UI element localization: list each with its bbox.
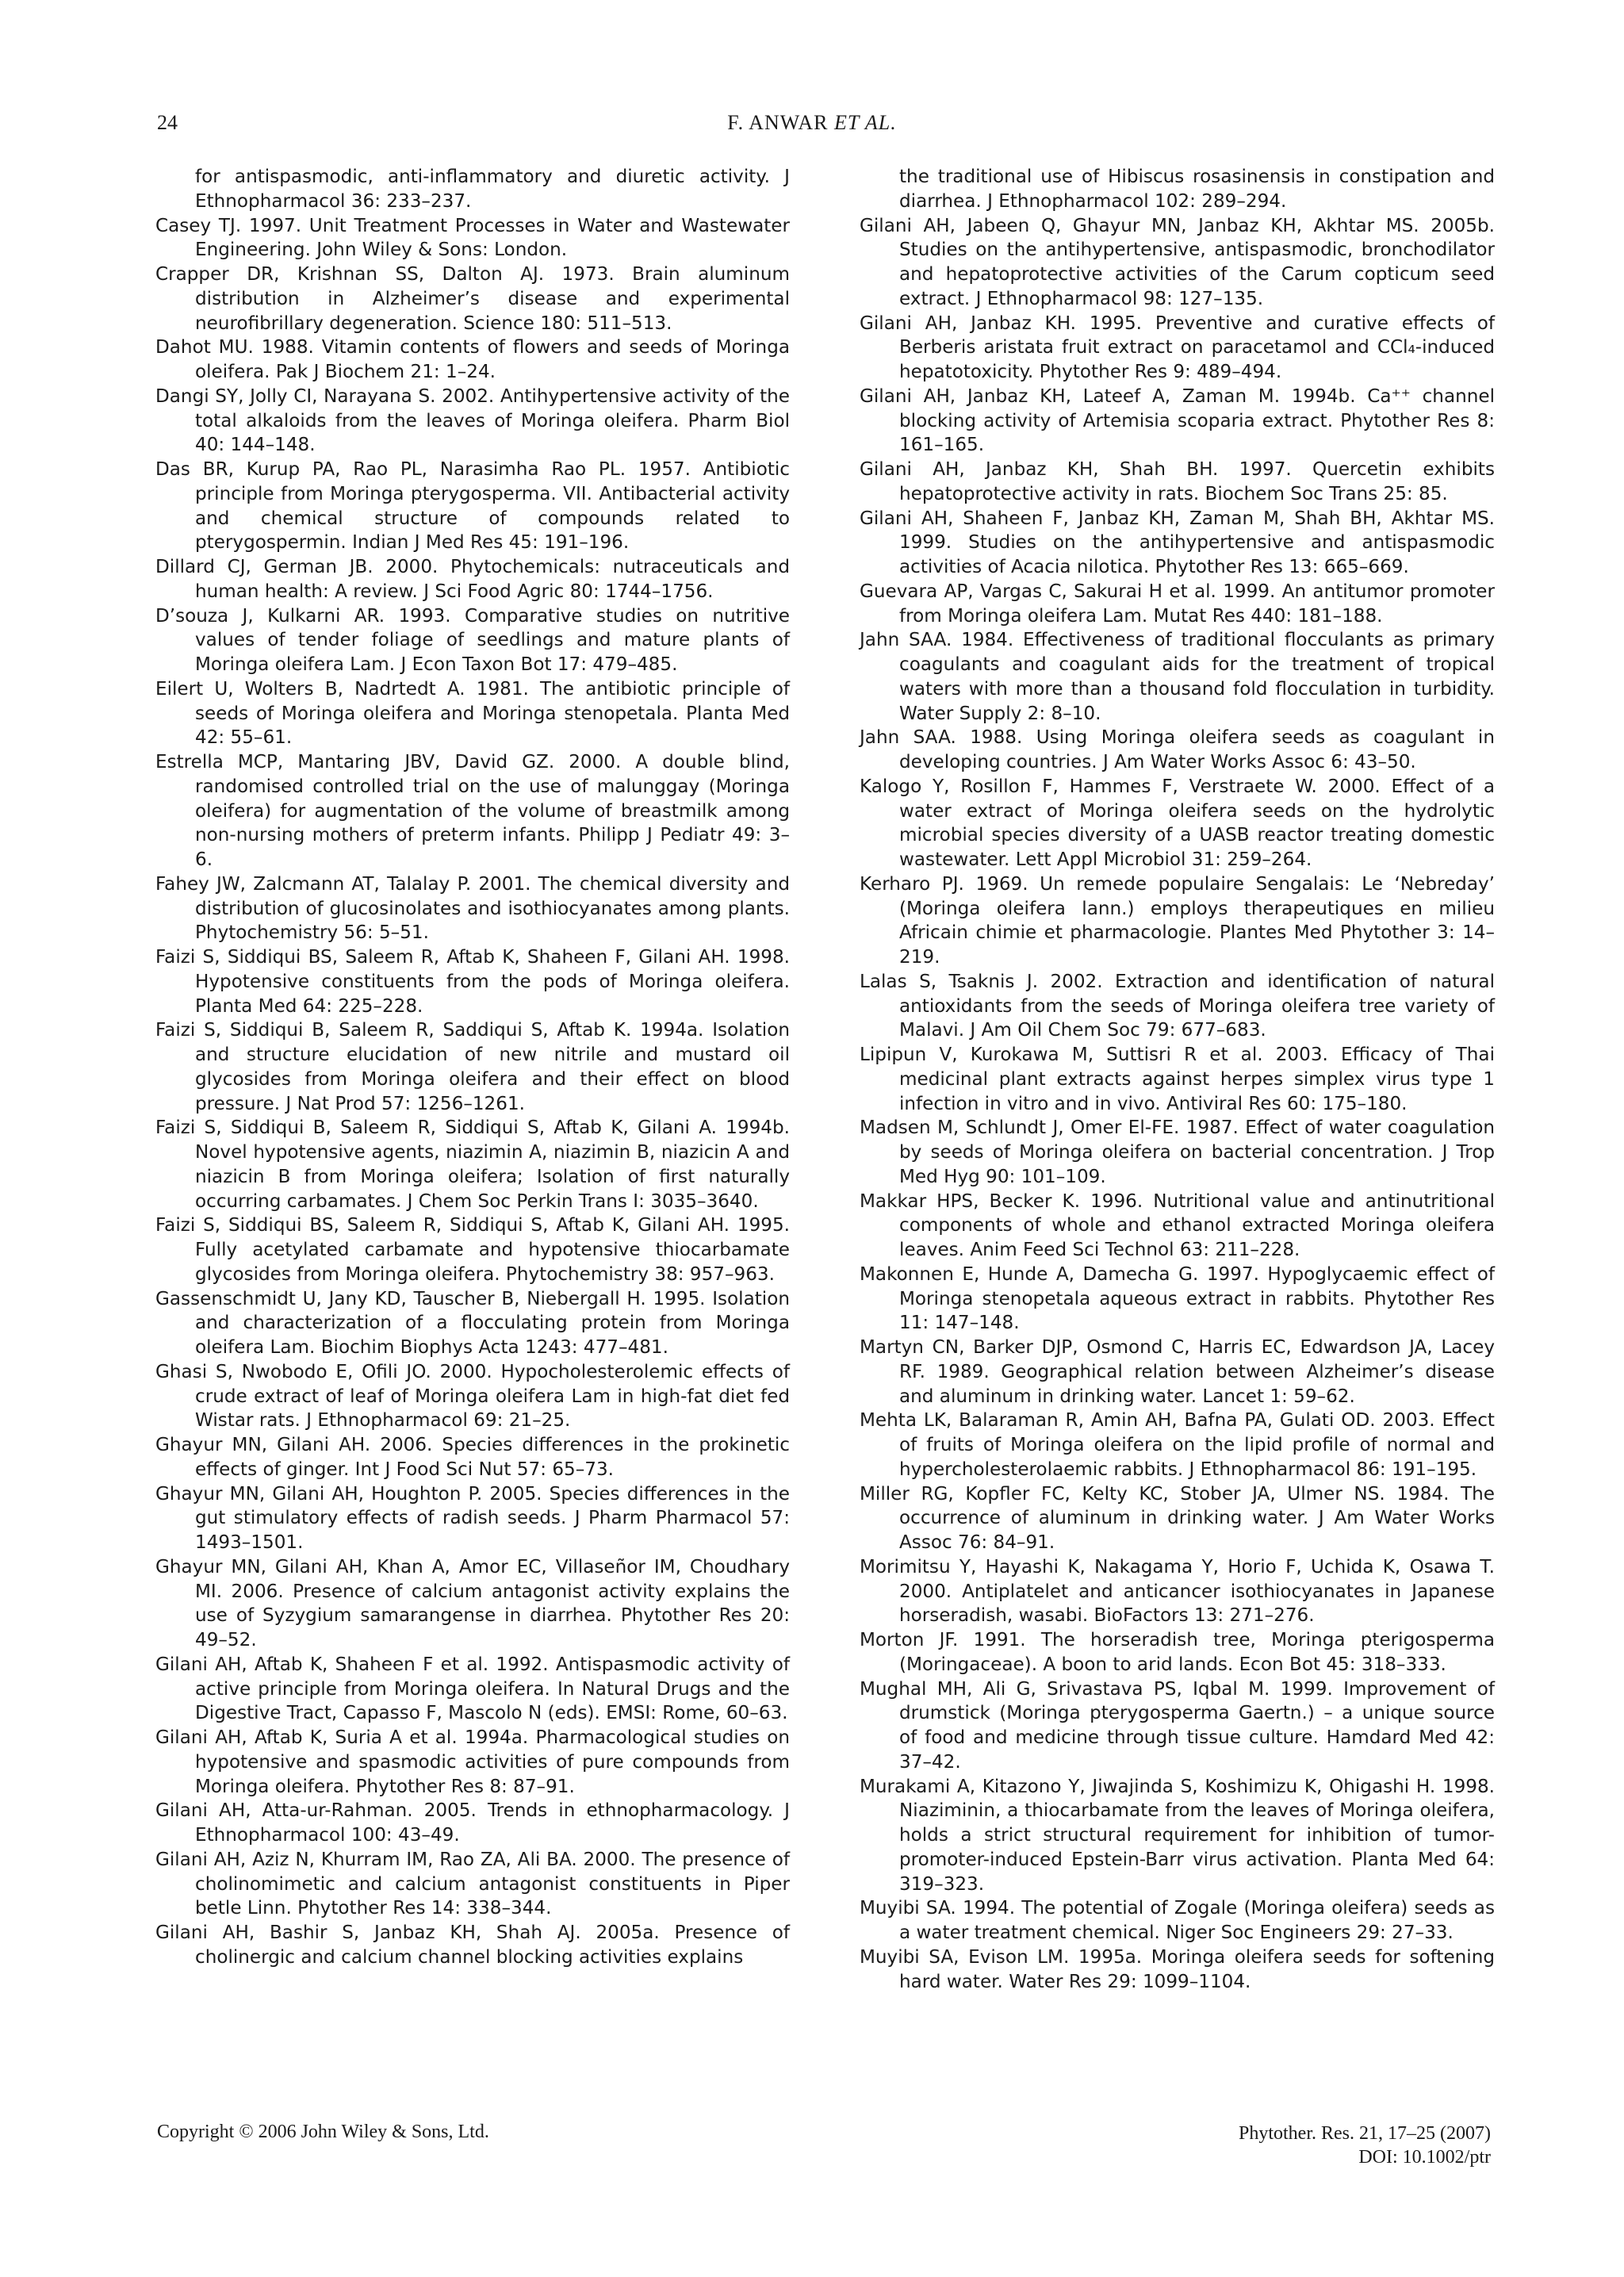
running-title-etal: ET AL.: [834, 111, 897, 134]
page-number: 24: [157, 111, 178, 134]
reference-entry: Gilani AH, Janbaz KH, Shah BH. 1997. Quercetin exhibits hepatoprotective activity in rats. Biochem Soc Trans 25: 85.: [860, 459, 1495, 504]
reference-entry: Jahn SAA. 1988. Using Moringa oleifera seeds as coagulant in developing countries. J Am Water Works Assoc 6: 43–50.: [860, 727, 1495, 772]
reference-entry: Gilani AH, Janbaz KH, Lateef A, Zaman M. 1994b. Ca⁺⁺ channel blocking activity of Artemisia scoparia extract. Phytother Res 8: 161–165.: [860, 385, 1495, 456]
reference-entry: Crapper DR, Krishnan SS, Dalton AJ. 1973. Brain aluminum distribution in Alzheimer’s disease and experimental neurofibrillary degeneration. Science 180: 511–513.: [155, 264, 790, 334]
reference-entry: Muyibi SA, Evison LM. 1995a. Moringa oleifera seeds for softening hard water. Water Res 29: 1099–1104.: [860, 1946, 1495, 1992]
reference-entry: Fahey JW, Zalcmann AT, Talalay P. 2001. The chemical diversity and distribution of glucosinolates and isothiocyanates among plants. Phytochemistry 56: 5–51.: [155, 873, 790, 944]
reference-entry: Morton JF. 1991. The horseradish tree, Moringa pterigosperma (Moringaceae). A boon to arid lands. Econ Bot 45: 318–333.: [860, 1630, 1495, 1675]
reference-entry: Dangi SY, Jolly CI, Narayana S. 2002. Antihypertensive activity of the total alkaloids from the leaves of Moringa oleifera. Pharm Biol 40: 144–148.: [155, 385, 790, 456]
reference-entry: Gilani AH, Aftab K, Suria A et al. 1994a. Pharmacological studies on hypotensive and spasmodic activities of pure compounds from Moringa oleifera. Phytother Res 8: 87–91.: [155, 1727, 790, 1797]
references-left-column: [155, 165, 790, 1970]
running-title: [0, 111, 1624, 135]
reference-entry: the traditional use of Hibiscus rosasinensis in constipation and diarrhea. J Ethnopharmacol 102: 289–294.: [899, 167, 1495, 212]
reference-entry: Guevara AP, Vargas C, Sakurai H et al. 1999. An antitumor promoter from Moringa oleifera Lam. Mutat Res 440: 181–188.: [860, 581, 1495, 627]
reference-entry: Murakami A, Kitazono Y, Jiwajinda S, Koshimizu K, Ohigashi H. 1998. Niaziminin, a thiocarbamate from the leaves of Moringa oleifera, holds a strict structural requirement for inhibition of tumor-promoter-induced Epstein-Barr virus activation. Planta Med 64: 319–323.: [860, 1776, 1495, 1895]
reference-entry: Casey TJ. 1997. Unit Treatment Processes in Water and Wastewater Engineering. John Wiley & Sons: London.: [155, 215, 790, 261]
reference-entry: Eilert U, Wolters B, Nadrtedt A. 1981. The antibiotic principle of seeds of Moringa oleifera and Moringa stenopetala. Planta Med 42: 55–61.: [155, 678, 790, 749]
reference-entry: Ghayur MN, Gilani AH, Houghton P. 2005. Species differences in the gut stimulatory effects of radish seeds. J Pharm Pharmacol 57: 1493–1501.: [155, 1483, 790, 1553]
reference-entry: Makkar HPS, Becker K. 1996. Nutritional value and antinutritional components of whole and ethanol extracted Moringa oleifera leaves. Anim Feed Sci Technol 63: 211–228.: [860, 1190, 1495, 1260]
reference-entry: Muyibi SA. 1994. The potential of Zogale (Moringa oleifera) seeds as a water treatment chemical. Niger Soc Engineers 29: 27–33.: [860, 1898, 1495, 1943]
reference-entry: Mughal MH, Ali G, Srivastava PS, Iqbal M. 1999. Improvement of drumstick (Moringa pterygosperma Gaertn.) – a unique source of food and medicine through tissue culture. Hamdard Med 42: 37–42.: [860, 1678, 1495, 1773]
reference-entry: for antispasmodic, anti-inflammatory and diuretic activity. J Ethnopharmacol 36: 233–237.: [195, 167, 790, 212]
reference-entry: Gilani AH, Bashir S, Janbaz KH, Shah AJ. 2005a. Presence of cholinergic and calcium channel blocking activities explains: [155, 1922, 790, 1968]
reference-entry: Jahn SAA. 1984. Effectiveness of traditional flocculants as primary coagulants and coagulant aids for the treatment of tropical waters with more than a thousand fold flocculation in turbidity. Water Supply 2: 8–10.: [860, 630, 1495, 724]
reference-entry: D’souza J, Kulkarni AR. 1993. Comparative studies on nutritive values of tender foliage of seedlings and mature plants of Moringa oleifera Lam. J Econ Taxon Bot 17: 479–485.: [155, 605, 790, 675]
reference-entry: Faizi S, Siddiqui B, Saleem R, Saddiqui S, Aftab K. 1994a. Isolation and structure elucidation of new nitrile and mustard oil glycosides from Moringa oleifera and their effect on blood pressure. J Nat Prod 57: 1256–1261.: [155, 1020, 790, 1114]
reference-entry: Faizi S, Siddiqui B, Saleem R, Siddiqui S, Aftab K, Gilani A. 1994b. Novel hypotensive agents, niazimin A, niazimin B, niazicin A and niazicin B from Moringa oleifera; Isolation of first naturally occurring carbamates. J Chem Soc Perkin Trans I: 3035–3640.: [155, 1117, 790, 1212]
reference-entry: Das BR, Kurup PA, Rao PL, Narasimha Rao PL. 1957. Antibiotic principle from Moringa pterygosperma. VII. Antibacterial activity and chemical structure of compounds related to pterygospermin. Indian J Med Res 45: 191–196.: [155, 459, 790, 554]
reference-entry: Faizi S, Siddiqui BS, Saleem R, Siddiqui S, Aftab K, Gilani AH. 1995. Fully acetylated carbamate and hypotensive thiocarbamate glycosides from Moringa oleifera. Phytochemistry 38: 957–963.: [155, 1215, 790, 1285]
reference-entry: Miller RG, Kopfler FC, Kelty KC, Stober JA, Ulmer NS. 1984. The occurrence of aluminum in drinking water. J Am Water Works Assoc 76: 84–91.: [860, 1483, 1495, 1553]
reference-entry: Ghasi S, Nwobodo E, Ofili JO. 2000. Hypocholesterolemic effects of crude extract of leaf of Moringa oleifera Lam in high-fat diet fed Wistar rats. J Ethnopharmacol 69: 21–25.: [155, 1361, 790, 1432]
reference-entry: Estrella MCP, Mantaring JBV, David GZ. 2000. A double blind, randomised controlled trial on the use of malunggay (Moringa oleifera) for augmentation of the volume of breastmilk among non-nursing mothers of preterm infants. Philipp J Pediatr 49: 3–6.: [155, 752, 790, 870]
reference-entry: Kalogo Y, Rosillon F, Hammes F, Verstraete W. 2000. Effect of a water extract of Moringa oleifera seeds on the hydrolytic microbial species diversity of a UASB reactor treating domestic wastewater. Lett Appl Microbiol 31: 259–264.: [860, 776, 1495, 870]
running-title-authors: F. ANWAR: [727, 111, 835, 134]
reference-entry: Morimitsu Y, Hayashi K, Nakagama Y, Horio F, Uchida K, Osawa T. 2000. Antiplatelet and anticancer isothiocyanates in Japanese horseradish, wasabi. BioFactors 13: 271–276.: [860, 1556, 1495, 1627]
reference-entry: Gassenschmidt U, Jany KD, Tauscher B, Niebergall H. 1995. Isolation and characterization of a flocculating protein from Moringa oleifera Lam. Biochim Biophys Acta 1243: 477–481.: [155, 1288, 790, 1358]
references-right-column: [860, 165, 1495, 1994]
reference-entry: Kerharo PJ. 1969. Un remede populaire Sengalais: Le ‘Nebreday’ (Moringa oleifera lann.) employs therapeutiques en milieu Africain chimie et pharmacologie. Plantes Med Phytother 3: 14–219.: [860, 873, 1495, 968]
reference-entry: Madsen M, Schlundt J, Omer El-FE. 1987. Effect of water coagulation by seeds of Moringa oleifera on bacterial concentration. J Trop Med Hyg 90: 101–109.: [860, 1117, 1495, 1187]
reference-entry: Dillard CJ, German JB. 2000. Phytochemicals: nutraceuticals and human health: A review. J Sci Food Agric 80: 1744–1756.: [155, 557, 790, 602]
reference-entry: Gilani AH, Jabeen Q, Ghayur MN, Janbaz KH, Akhtar MS. 2005b. Studies on the antihypertensive, antispasmodic, bronchodilator and hepatoprotective activities of the Carum copticum seed extract. J Ethnopharmacol 98: 127–135.: [860, 215, 1495, 309]
reference-entry: Gilani AH, Aziz N, Khurram IM, Rao ZA, Ali BA. 2000. The presence of cholinomimetic and calcium antagonist constituents in Piper betle Linn. Phytother Res 14: 338–344.: [155, 1849, 790, 1919]
copyright-notice: Copyright © 2006 John Wiley & Sons, Ltd.: [157, 2122, 489, 2142]
reference-entry: Ghayur MN, Gilani AH. 2006. Species differences in the prokinetic effects of ginger. Int J Food Sci Nut 57: 65–73.: [155, 1435, 790, 1480]
reference-entry: Lipipun V, Kurokawa M, Suttisri R et al. 2003. Efficacy of Thai medicinal plant extracts against herpes simplex virus type 1 infection in vitro and in vivo. Antiviral Res 60: 175–180.: [860, 1045, 1495, 1114]
doi: DOI: 10.1002/ptr: [1358, 2147, 1491, 2168]
reference-entry: Makonnen E, Hunde A, Damecha G. 1997. Hypoglycaemic effect of Moringa stenopetala aqueous extract in rabbits. Phytother Res 11: 147–148.: [860, 1263, 1495, 1334]
journal-footer: [1239, 2122, 1491, 2169]
reference-entry: Gilani AH, Shaheen F, Janbaz KH, Zaman M, Shah BH, Akhtar MS. 1999. Studies on the antihypertensive and antispasmodic activities of Acacia nilotica. Phytother Res 13: 665–669.: [860, 508, 1495, 577]
reference-entry: Faizi S, Siddiqui BS, Saleem R, Aftab K, Shaheen F, Gilani AH. 1998. Hypotensive constituents from the pods of Moringa oleifera. Planta Med 64: 225–228.: [155, 947, 790, 1017]
reference-entry: Lalas S, Tsaknis J. 2002. Extraction and identification of natural antioxidants from the seeds of Moringa oleifera tree variety of Malavi. J Am Oil Chem Soc 79: 677–683.: [860, 971, 1495, 1041]
reference-entry: Gilani AH, Aftab K, Shaheen F et al. 1992. Antispasmodic activity of active principle from Moringa oleifera. In Natural Drugs and the Digestive Tract, Capasso F, Mascolo N (eds). EMSI: Rome, 60–63.: [155, 1654, 790, 1724]
reference-entry: Mehta LK, Balaraman R, Amin AH, Bafna PA, Gulati OD. 2003. Effect of fruits of Moringa oleifera on the lipid profile of normal and hypercholesterolaemic rabbits. J Ethnopharmacol 86: 191–195.: [860, 1410, 1495, 1480]
reference-entry: Ghayur MN, Gilani AH, Khan A, Amor EC, Villaseñor IM, Choudhary MI. 2006. Presence of calcium antagonist activity explains the use of Syzygium samarangense in diarrhea. Phytother Res 20: 49–52.: [155, 1556, 790, 1650]
reference-entry: Gilani AH, Janbaz KH. 1995. Preventive and curative effects of Berberis aristata fruit extract on paracetamol and CCl₄-induced hepatotoxicity. Phytother Res 9: 489–494.: [860, 312, 1495, 382]
reference-entry: Dahot MU. 1988. Vitamin contents of flowers and seeds of Moringa oleifera. Pak J Biochem 21: 1–24.: [155, 337, 790, 382]
journal-citation: Phytother. Res. 21, 17–25 (2007): [1239, 2123, 1491, 2144]
reference-entry: Martyn CN, Barker DJP, Osmond C, Harris EC, Edwardson JA, Lacey RF. 1989. Geographical relation between Alzheimer’s disease and aluminum in drinking water. Lancet 1: 59–62.: [860, 1337, 1495, 1407]
reference-entry: Gilani AH, Atta-ur-Rahman. 2005. Trends in ethnopharmacology. J Ethnopharmacol 100: 43–49.: [155, 1800, 790, 1846]
